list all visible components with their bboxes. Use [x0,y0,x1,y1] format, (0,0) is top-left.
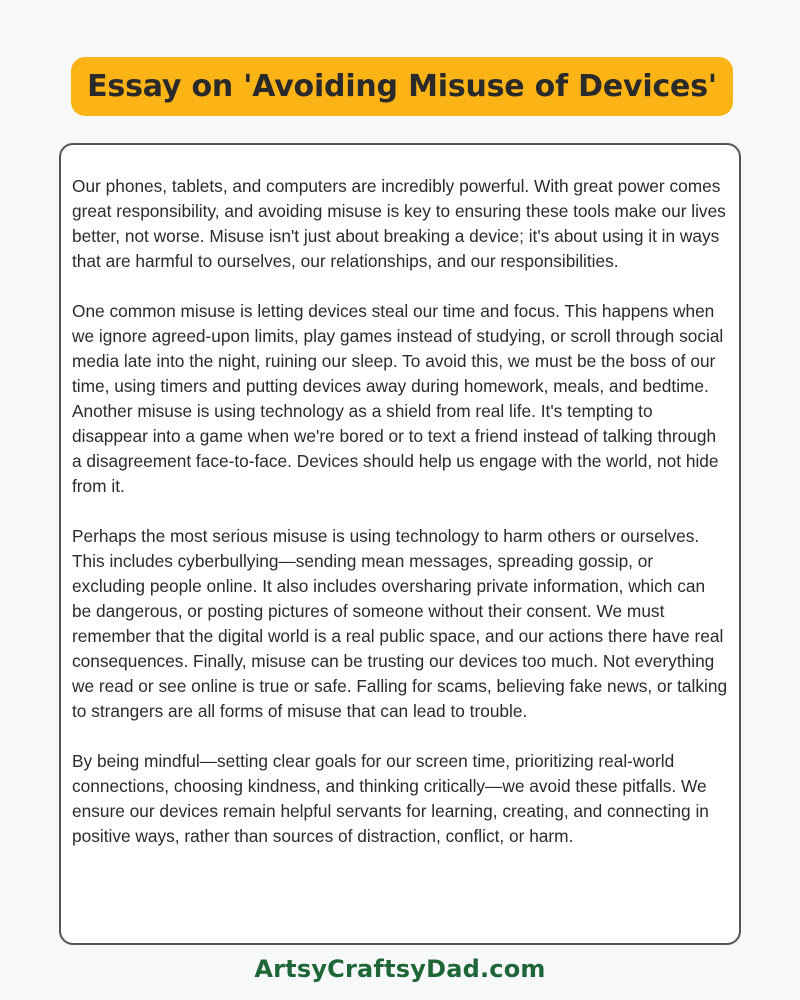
essay-paragraph-4: By being mindful—setting clear goals for our screen time, prioritizing real-world connections, choosing kindness, and thinking critically—we avoid these pitfalls. We ensure our devices remain helpful servants for learning, creating, and connecting in positive ways, rather than sources of distraction, conflict, or harm. [72,751,709,846]
page-title: Essay on 'Avoiding Misuse of Devices' [87,69,717,104]
essay-paragraph-1: Our phones, tablets, and computers are incredibly powerful. With great power comes great responsibility, and avoiding misuse is key to ensuring these tools make our lives better, not worse. Misuse isn't just about breaking a device; it's about using it in ways that are harmful to ourselves, our relationships, and our responsibilities. [72,176,726,271]
essay-paragraph-3: Perhaps the most serious misuse is using technology to harm others or ourselves. This includes cyberbullying—sending mean messages, spreading gossip, or excluding people online. It also includes oversharing private information, which can be dangerous, or posting pictures of someone without their consent. We must remember that the digital world is a real public space, and our actions there have real consequences. Finally, misuse can be trusting our devices too much. Not everything we read or see online is true or safe. Falling for scams, believing fake news, or talking to strangers are all forms of misuse that can lead to trouble. [72,526,728,721]
essay-paragraph-2: One common misuse is letting devices steal our time and focus. This happens when we ignore agreed-upon limits, play games instead of studying, or scroll through social media late into the night, ruining our sleep. To avoid this, we must be the boss of our time, using timers and putting devices away during homework, meals, and bedtime. Another misuse is using technology as a shield from real life. It's tempting to disappear into a game when we're bored or to text a friend instead of talking through a disagreement face-to-face. Devices should help us engage with the world, not hide from it. [72,301,724,496]
footer-brand-link[interactable]: ArtsyCraftsyDad.com [254,955,546,983]
title-banner [71,57,733,116]
essay-card [59,143,741,945]
